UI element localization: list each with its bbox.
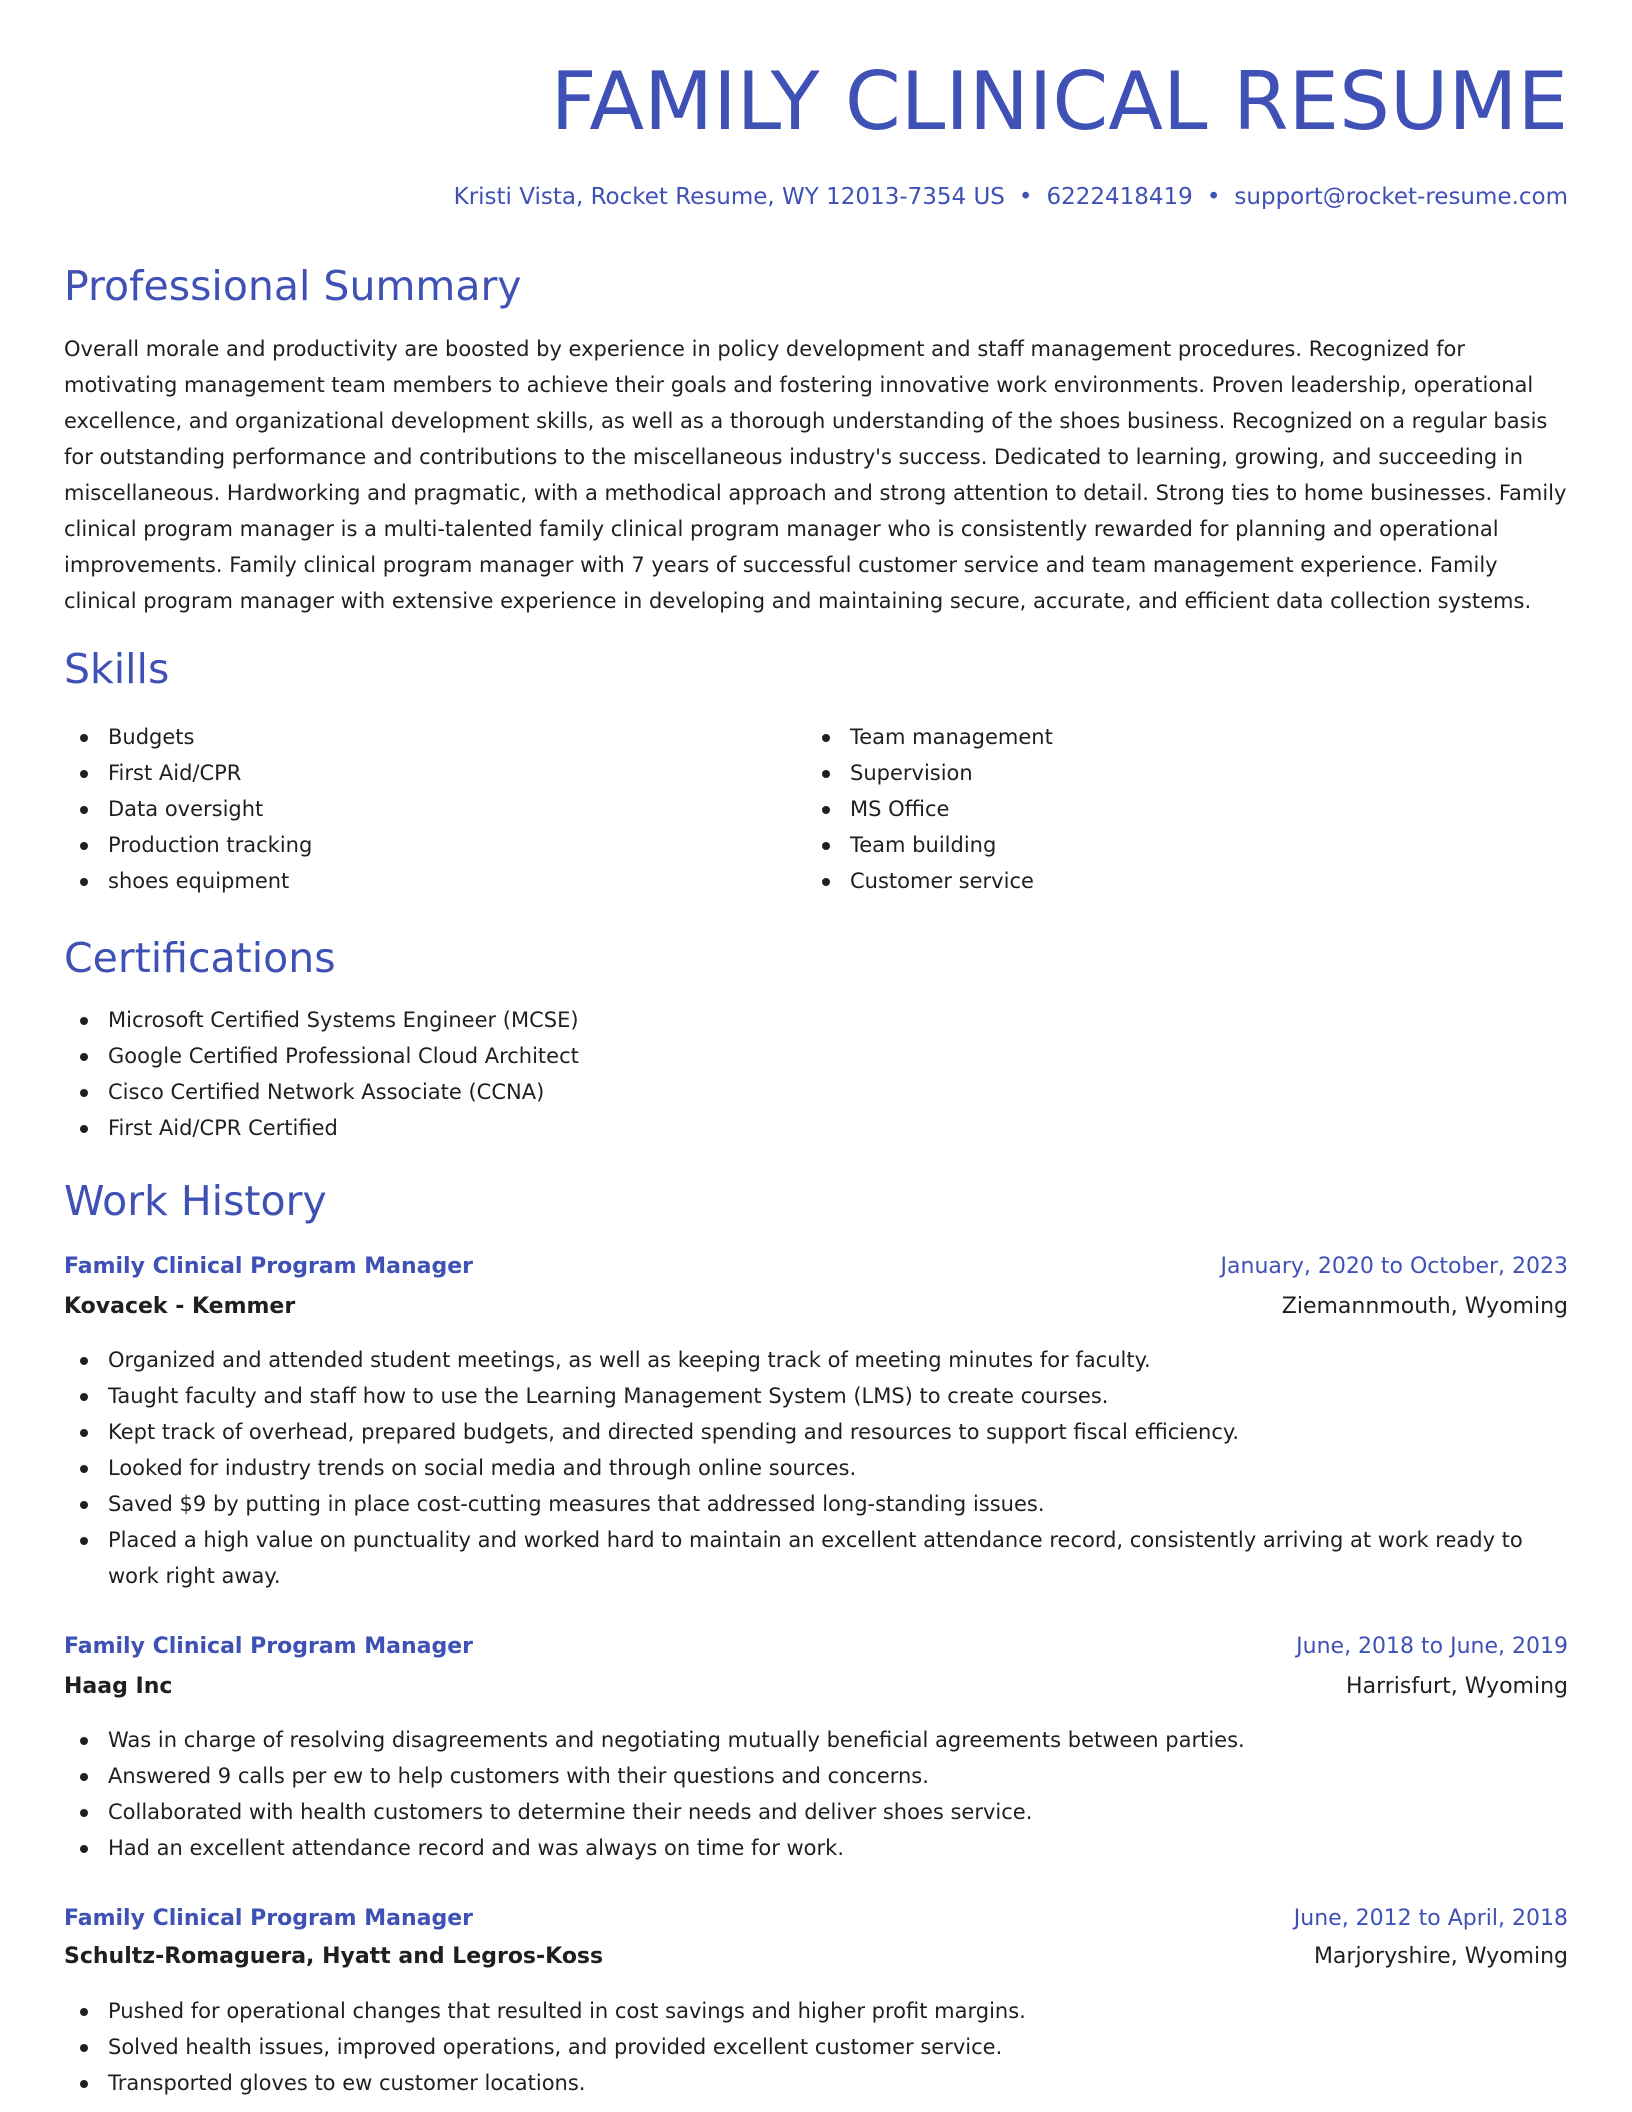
job-dates: January, 2020 to October, 2023 [1220, 1254, 1568, 1279]
skill-item: MS Office [806, 791, 1506, 827]
summary-text: Overall morale and productivity are boosted by experience in policy development and staff management procedures. Recognized for motivating management team members to achieve their goals and fostering innovative work environments. Proven leadership, operational excellence, and organizational development skills, as well as a thorough understanding of the shoes business. Recognized on a regular basis for outstanding performance and contributions to the miscellaneous industry's success. Dedicated to learning, growing, and succeeding in miscellaneous. Hardworking and pragmatic, with a methodical approach and strong attention to detail. Strong ties to home businesses. Family clinical program manager is a multi-talented family clinical program manager who is consistently rewarded for planning and operational improvements. Family clinical program manager with 7 years of successful customer service and team management experience. Family clinical program manager with extensive experience in developing and maintaining secure, accurate, and efficient data collection systems. [64, 337, 1567, 613]
certification-item: Cisco Certified Network Associate (CCNA) [64, 1074, 1464, 1110]
job-title: Family Clinical Program Manager [64, 1906, 473, 1931]
job-bullet: Kept track of overhead, prepared budgets, and directed spending and resources to support fiscal efficiency. [64, 1414, 1568, 1450]
certifications-list [64, 1002, 1464, 1146]
skill-item: First Aid/CPR [64, 755, 764, 791]
skill-item: Customer service [806, 863, 1506, 899]
contact-phone: 6222418419 [1046, 184, 1193, 210]
job-company: Haag Inc [64, 1674, 173, 1699]
job-title: Family Clinical Program Manager [64, 1634, 473, 1659]
job-location: Harrisfurt, Wyoming [1346, 1674, 1568, 1699]
resume-title: FAMILY CLINICAL RESUME [550, 55, 1568, 148]
job-bullet: Was in charge of resolving disagreements and negotiating mutually beneficial agreements between parties. [64, 1722, 1568, 1758]
job-location: Ziemannmouth, Wyoming [1281, 1294, 1568, 1319]
skills-list-left [64, 719, 764, 899]
summary-heading: Professional Summary [64, 262, 522, 310]
skills-list-right [806, 719, 1506, 899]
job-company: Kovacek - Kemmer [64, 1294, 296, 1319]
certification-item: First Aid/CPR Certified [64, 1110, 1464, 1146]
job-bullet: Collaborated with health customers to determine their needs and deliver shoes service. [64, 1794, 1568, 1830]
job-company: Schultz-Romaguera, Hyatt and Legros-Koss [64, 1944, 604, 1969]
contact-separator: • [1206, 184, 1221, 210]
job-location: Marjoryshire, Wyoming [1313, 1944, 1568, 1969]
skill-item: Budgets [64, 719, 764, 755]
job-bullet: Organized and attended student meetings, as well as keeping track of meeting minutes for faculty. [64, 1342, 1568, 1378]
job-bullet: Answered 9 calls per ew to help customers with their questions and concerns. [64, 1758, 1568, 1794]
job-bullet: Saved $9 by putting in place cost-cutting measures that addressed long-standing issues. [64, 1486, 1568, 1522]
contact-email: support@rocket-resume.com [1234, 184, 1568, 210]
job-bullets [64, 1722, 1568, 1866]
job-dates: June, 2012 to April, 2018 [1293, 1906, 1568, 1931]
job-bullets [64, 1342, 1568, 1594]
skill-item: Data oversight [64, 791, 764, 827]
contact-line [454, 180, 1568, 214]
work-history-heading: Work History [64, 1177, 327, 1225]
skill-item: Supervision [806, 755, 1506, 791]
certification-item: Google Certified Professional Cloud Architect [64, 1038, 1464, 1074]
job-bullets [64, 1993, 1568, 2101]
skills-heading: Skills [64, 645, 170, 693]
job-bullet: Solved health issues, improved operations, and provided excellent customer service. [64, 2029, 1568, 2065]
job-bullet: Taught faculty and staff how to use the Learning Management System (LMS) to create courses. [64, 1378, 1568, 1414]
skill-item: shoes equipment [64, 863, 764, 899]
skill-item: Team building [806, 827, 1506, 863]
contact-separator: • [1018, 184, 1033, 210]
skill-item: Production tracking [64, 827, 764, 863]
job-bullet: Placed a high value on punctuality and worked hard to maintain an excellent attendance record, consistently arriving at work ready to work right away. [64, 1522, 1568, 1594]
job-bullet: Transported gloves to ew customer locations. [64, 2065, 1568, 2101]
certifications-heading: Certifications [64, 934, 336, 982]
contact-address: Kristi Vista, Rocket Resume, WY 12013-7354 US [453, 184, 1005, 210]
certification-item: Microsoft Certified Systems Engineer (MCSE) [64, 1002, 1464, 1038]
job-bullet: Had an excellent attendance record and was always on time for work. [64, 1830, 1568, 1866]
job-title: Family Clinical Program Manager [64, 1254, 473, 1279]
job-bullet: Looked for industry trends on social media and through online sources. [64, 1450, 1568, 1486]
skill-item: Team management [806, 719, 1506, 755]
job-dates: June, 2018 to June, 2019 [1296, 1634, 1568, 1659]
job-bullet: Pushed for operational changes that resulted in cost savings and higher profit margins. [64, 1993, 1568, 2029]
